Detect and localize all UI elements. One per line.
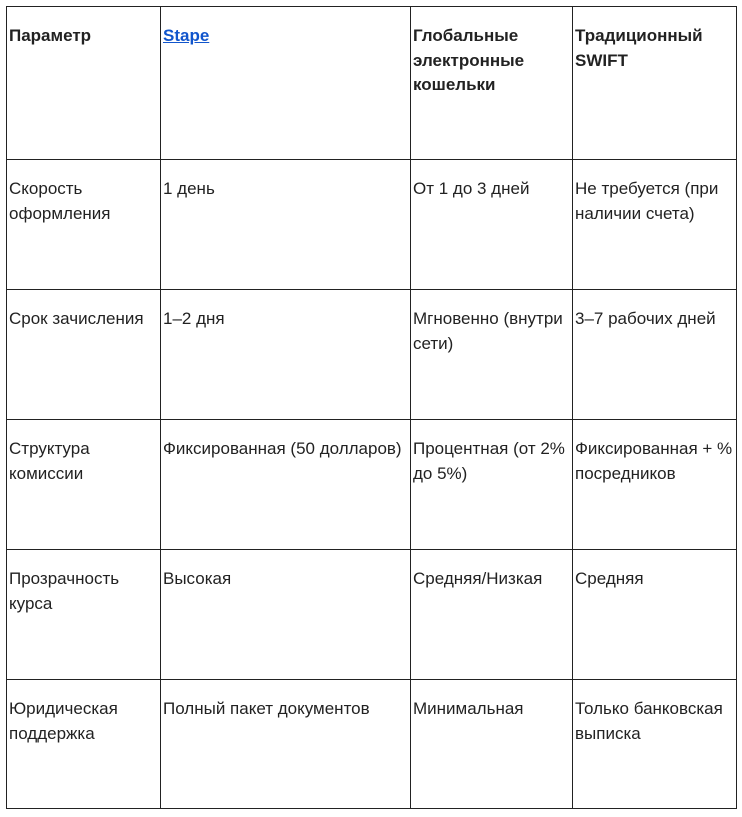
table-cell: 1–2 дня — [161, 290, 411, 420]
table-row — [7, 290, 737, 420]
table-cell: Фиксированная + % посредников — [573, 420, 737, 550]
table-cell: Не требуется (при наличии счета) — [573, 160, 737, 290]
table-row — [7, 680, 737, 809]
table-cell: Только банковская выписка — [573, 680, 737, 809]
table-cell: Фиксированная (50 долларов) — [161, 420, 411, 550]
table-cell: Прозрачность курса — [7, 550, 161, 680]
table-cell: Минимальная — [411, 680, 573, 809]
table-cell: От 1 до 3 дней — [411, 160, 573, 290]
table-cell: Структура комиссии — [7, 420, 161, 550]
table-cell: Высокая — [161, 550, 411, 680]
table-cell: Мгновенно (внутри сети) — [411, 290, 573, 420]
table-cell: 1 день — [161, 160, 411, 290]
table-row — [7, 550, 737, 680]
table-cell: Средняя/Низкая — [411, 550, 573, 680]
table-cell: Средняя — [573, 550, 737, 680]
stape-link[interactable]: Stape — [163, 26, 210, 45]
table-cell: 3–7 рабочих дней — [573, 290, 737, 420]
table-cell: Юридическая поддержка — [7, 680, 161, 809]
header-cell-e-wallets: Глобальные электронные кошельки — [411, 7, 573, 160]
header-cell-parameter: Параметр — [7, 7, 161, 160]
header-cell-swift: Традиционный SWIFT — [573, 7, 737, 160]
table-cell: Срок зачисления — [7, 290, 161, 420]
comparison-table — [6, 6, 737, 809]
table-cell: Скорость оформления — [7, 160, 161, 290]
table-cell: Полный пакет документов — [161, 680, 411, 809]
table-row — [7, 420, 737, 550]
table-row — [7, 160, 737, 290]
table-header-row — [7, 7, 737, 160]
table-cell: Процентная (от 2% до 5%) — [411, 420, 573, 550]
header-cell-stape — [161, 7, 411, 160]
